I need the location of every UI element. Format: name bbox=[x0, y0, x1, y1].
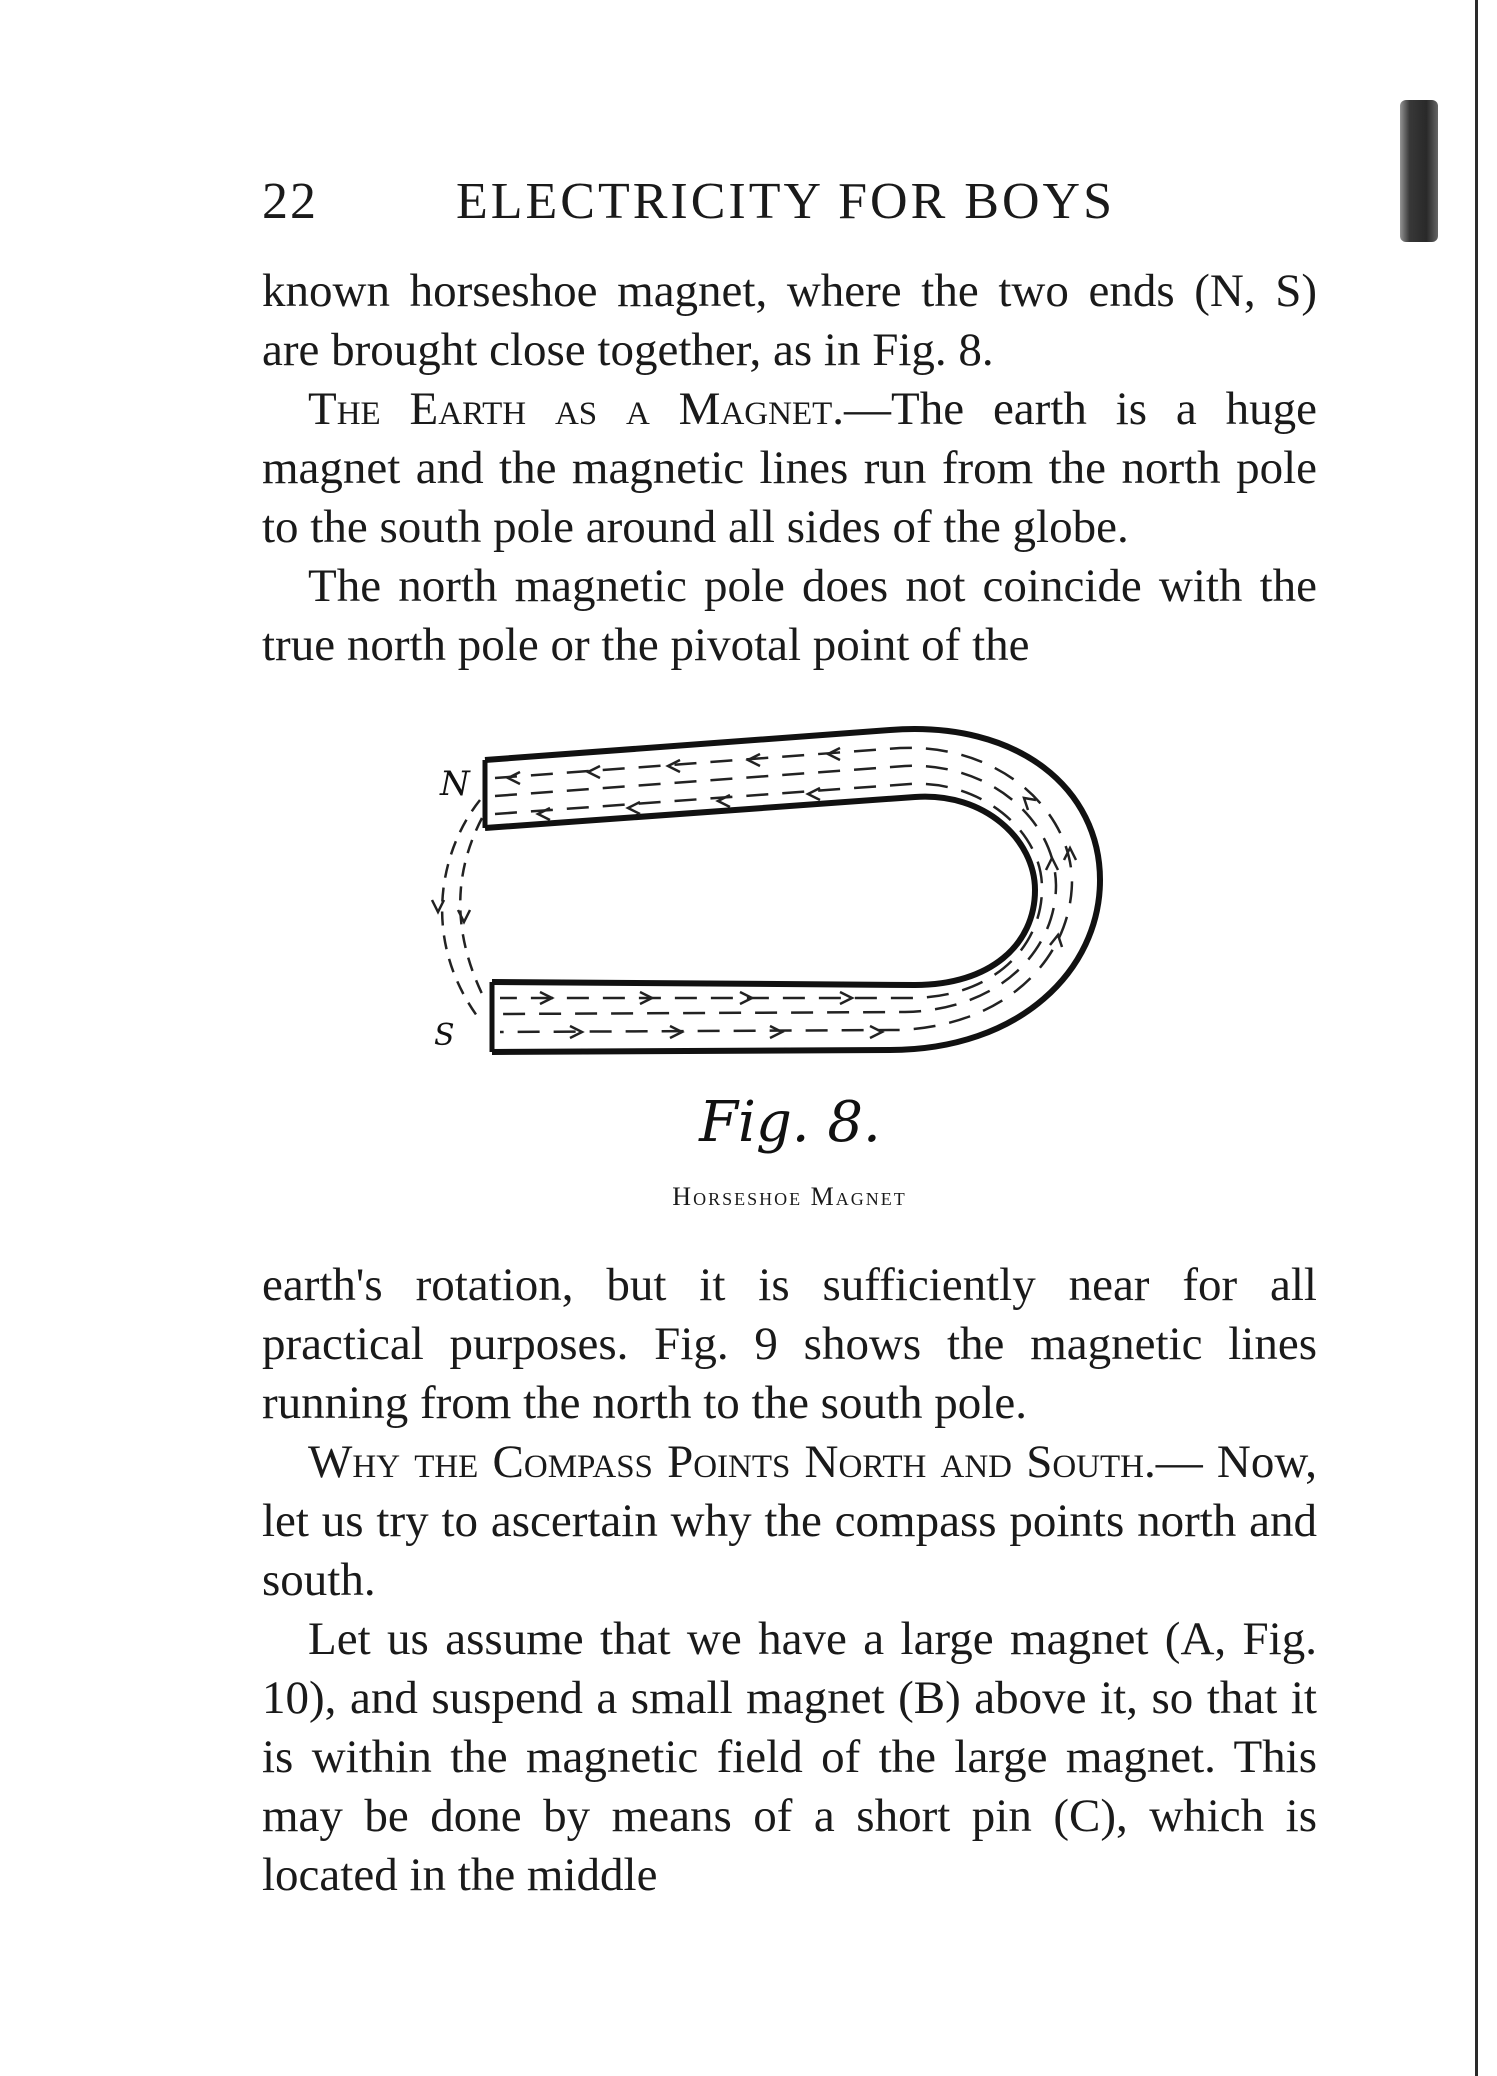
paragraph-compass-body: — Now, let us try to ascertain why the compass points north and south. bbox=[262, 1436, 1317, 1606]
figure-label: Fig. 8. bbox=[699, 1090, 881, 1155]
magnet-inner-outline bbox=[485, 797, 1035, 985]
section-heading-compass: Why the Compass Points North and South. bbox=[308, 1436, 1156, 1488]
page-edge-line bbox=[1475, 0, 1478, 2076]
page-number: 22 bbox=[262, 173, 318, 230]
paragraph-large-magnet: Let us assume that we have a large magnet (A, Fig. 10), and suspend a small magnet (B) above it, so that it is within the magnetic field of the large magnet. This may be done by means of a short pin (C), which is located in the middle bbox=[262, 1613, 1317, 1901]
paragraph-earth-magnet bbox=[262, 380, 1317, 557]
section-heading-earth-magnet: The Earth as a Magnet. bbox=[308, 383, 845, 435]
page-header bbox=[262, 172, 1317, 242]
pole-label-n: N bbox=[440, 764, 470, 804]
text-block-top bbox=[262, 262, 1317, 675]
paragraph-north-pole: The north magnetic pole does not coincide with the true north pole or the pivotal point of the bbox=[262, 560, 1317, 671]
field-lines-outside bbox=[442, 800, 485, 1020]
text-block-bottom bbox=[262, 1256, 1317, 1905]
pole-label-s: S bbox=[434, 1018, 455, 1053]
figure-caption: Horseshoe Magnet bbox=[672, 1182, 907, 1211]
field-lines-inside bbox=[495, 748, 1072, 1032]
horseshoe-magnet-drawing bbox=[410, 700, 1170, 1080]
paragraph-rotation: earth's rotation, but it is sufficiently near for all practical purposes. Fig. 9 shows the magnetic lines running from the north to the south pole. bbox=[262, 1259, 1317, 1429]
running-title: ELECTRICITY FOR BOYS bbox=[456, 173, 1115, 230]
paragraph-earth-magnet-body: —The earth is a huge magnet and the magnetic lines run from the north pole to the south pole around all sides of the globe. bbox=[262, 383, 1318, 553]
paragraph-continuation: known horseshoe magnet, where the two ends (N, S) are brought close together, as in Fig. 8. bbox=[262, 265, 1317, 376]
magnet-outer-outline bbox=[485, 729, 1100, 1052]
arrowheads-top bbox=[508, 748, 840, 820]
scan-edge-mark bbox=[1400, 100, 1438, 242]
figure-horseshoe-magnet bbox=[410, 700, 1170, 1080]
paragraph-compass bbox=[262, 1433, 1317, 1610]
arrowheads-outside bbox=[432, 900, 470, 922]
